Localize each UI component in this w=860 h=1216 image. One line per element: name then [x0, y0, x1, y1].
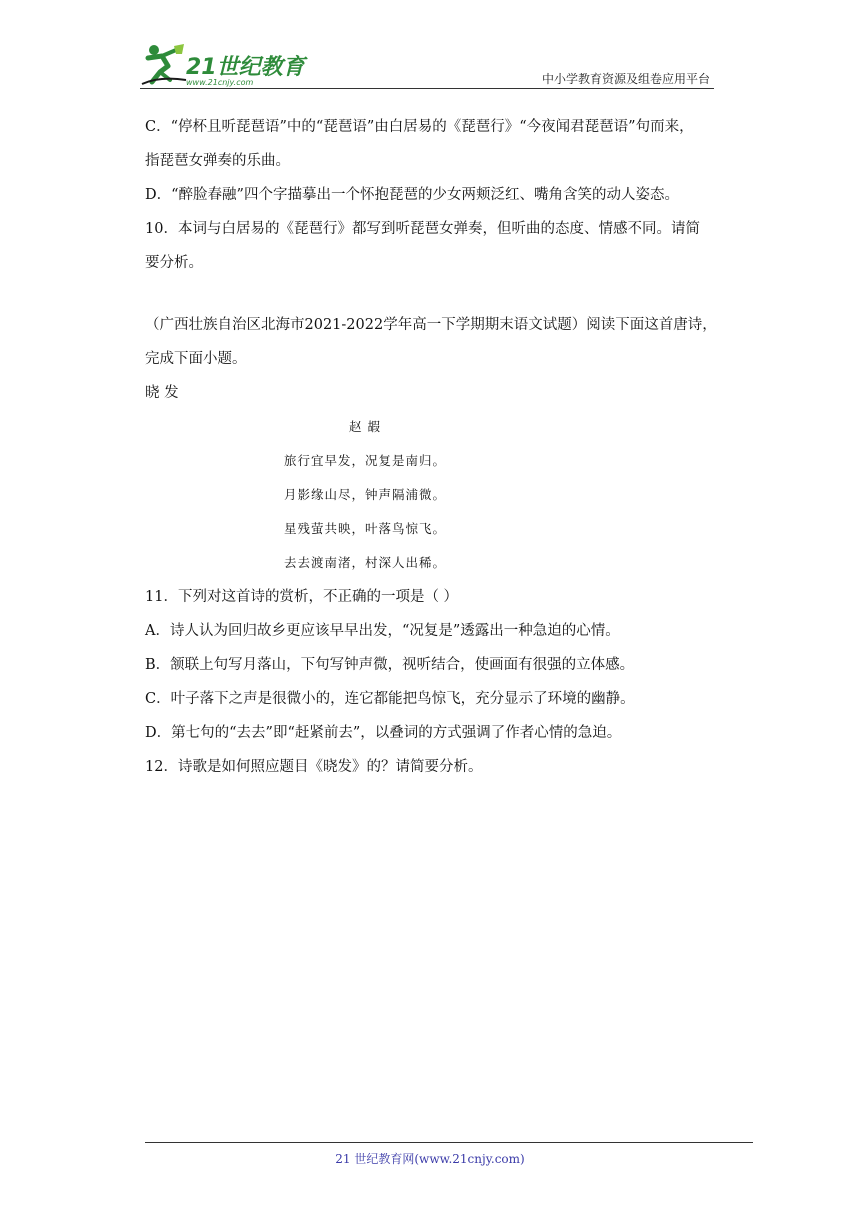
passage-intro-line1: （广西壮族自治区北海市2021-2022学年高一下学期期末语文试题）阅读下面这首唐诗，	[145, 317, 717, 333]
q9-option-c-line1: C．“停杯且听琵琶语”中的“琵琶语”由白居易的《琵琶行》“今夜闻君琵琶语”句而来，	[145, 119, 694, 135]
question-10-line2: 要分析。	[145, 255, 203, 271]
poem-line: 星残萤共映，叶落鸟惊飞。	[283, 521, 446, 536]
poem-block	[145, 410, 585, 580]
poem-title: 晓 发	[145, 385, 179, 401]
q9-option-d: D．“醉脸春融”四个字描摹出一个怀抱琵琶的少女两颊泛红、嘴角含笑的动人姿态。	[145, 187, 679, 203]
poem-author: 赵 嘏	[349, 419, 381, 434]
question-10-line1: 10．本词与白居易的《琵琶行》都写到听琵琶女弹奏，但听曲的态度、情感不同。请简	[145, 221, 700, 237]
answer-space	[145, 280, 725, 308]
q11-option-b: B．颔联上句写月落山，下句写钟声微，视听结合，使画面有很强的立体感。	[145, 657, 635, 673]
q11-option-d: D．第七句的“去去”即“赶紧前去”，以叠词的方式强调了作者心情的急迫。	[145, 725, 622, 741]
poem-line: 月影缘山尽，钟声隔浦微。	[283, 487, 446, 502]
header-divider	[140, 88, 714, 89]
poem-line: 去去渡南渚，村深人出稀。	[283, 555, 446, 570]
poem-line: 旅行宜早发，况复是南归。	[283, 453, 446, 468]
runner-icon	[140, 42, 188, 86]
q11-option-c: C．叶子落下之声是很微小的，连它都能把鸟惊飞，充分显示了环境的幽静。	[145, 691, 635, 707]
document-body	[145, 110, 725, 784]
site-logo[interactable]	[140, 42, 320, 88]
q9-option-c-line2: 指琵琶女弹奏的乐曲。	[145, 153, 290, 169]
question-11: 11．下列对这首诗的赏析，不正确的一项是（ ）	[145, 589, 459, 605]
footer-divider	[145, 1142, 753, 1143]
footer-link[interactable]: 21 世纪教育网(www.21cnjy.com)	[335, 1152, 525, 1166]
logo-url: www.21cnjy.com	[186, 78, 254, 87]
page-header	[140, 40, 714, 92]
question-12: 12．诗歌是如何照应题目《晓发》的？请简要分析。	[145, 759, 483, 775]
platform-label: 中小学教育资源及组卷应用平台	[541, 72, 710, 86]
logo-text: 21世纪教育	[186, 55, 305, 80]
q11-option-a: A．诗人认为回归故乡更应该早早出发，“况复是”透露出一种急迫的心情。	[145, 623, 620, 639]
passage-intro-line2: 完成下面小题。	[145, 351, 247, 367]
